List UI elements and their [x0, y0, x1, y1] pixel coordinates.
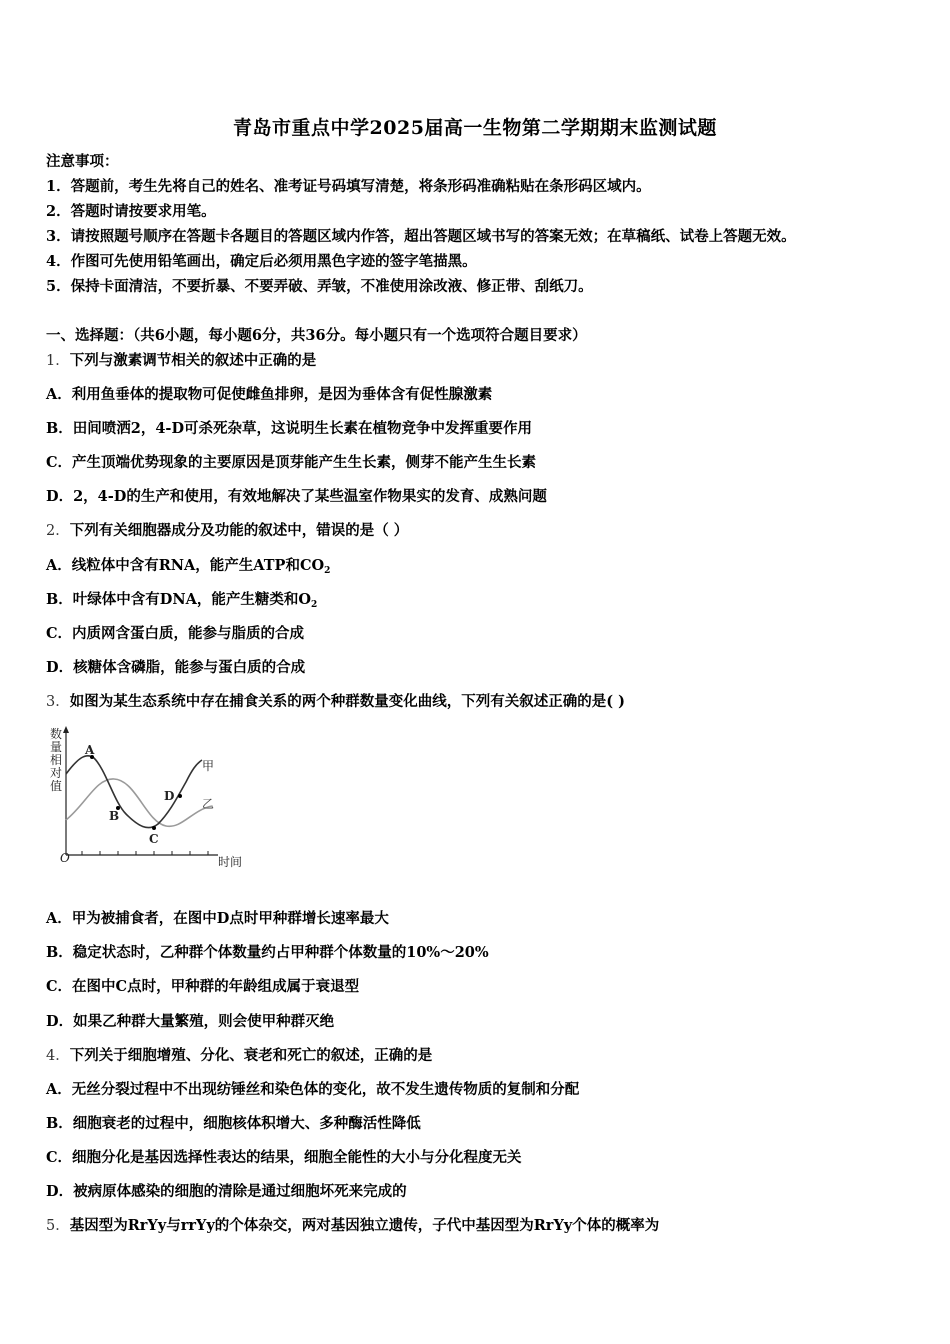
question-number: 2．: [46, 523, 70, 539]
question-number: 3．: [46, 694, 70, 710]
question-text: 如图为某生态系统中存在捕食关系的两个种群数量变化曲线，下列有关叙述正确的是( ): [69, 693, 626, 710]
question-text: 基因型为RrYy与rrYy的个体杂交，两对基因独立遗传，子代中基因型为RrYy个体的概率为: [69, 1217, 660, 1234]
q2-option-a: [46, 556, 330, 581]
q3-option-a: A．甲为被捕食者，在图中D点时甲种群增长速率最大: [46, 910, 389, 927]
option-text: B．叶绿体中含有DNA，能产生糖类和O: [46, 591, 311, 608]
series-yi-label: 乙: [202, 797, 215, 811]
notice-heading: 注意事项：: [46, 153, 119, 170]
notice-item: 4．作图可先使用铅笔画出，确定后必须用黑色字迹的签字笔描黑。: [46, 253, 477, 270]
x-axis-label: 时间: [218, 855, 243, 869]
q1-option-c: C．产生顶端优势现象的主要原因是顶芽能产生生长素，侧芽不能产生生长素: [46, 454, 537, 471]
question-text: 下列关于细胞增殖、分化、衰老和死亡的叙述，正确的是: [69, 1047, 433, 1064]
series-jia-label: 甲: [202, 759, 215, 773]
point-a-label: A: [85, 743, 95, 757]
y-label-char: 数: [50, 727, 63, 741]
q3-option-d: D．如果乙种群大量繁殖，则会使甲种群灭绝: [46, 1013, 335, 1030]
series-yi-curve: [66, 779, 215, 826]
y-label-char: 值: [50, 779, 63, 793]
q4-option-d: D．被病原体感染的细胞的清除是通过细胞坏死来完成的: [46, 1183, 407, 1200]
q2-option-d: D．核糖体含磷脂，能参与蛋白质的合成: [46, 659, 306, 676]
population-curve-svg: [46, 722, 256, 872]
page-title: 青岛市重点中学2025届高一生物第二学期期末监测试题: [233, 117, 717, 139]
notice-item: 1．答题前，考生先将自己的姓名、准考证号码填写清楚，将条形码准确粘贴在条形码区域内。: [46, 178, 651, 195]
section-heading: 一、选择题：（共6小题，每小题6分，共36分。每小题只有一个选项符合题目要求）: [46, 327, 587, 344]
y-axis-label: [50, 726, 62, 793]
origin-label: O: [60, 851, 70, 865]
point-d-marker: [178, 794, 182, 798]
question-3-stem: [46, 692, 625, 712]
y-label-char: 对: [50, 766, 63, 780]
subscript: 2: [310, 600, 318, 610]
q3-option-c: C．在图中C点时，甲种群的年龄组成属于衰退型: [46, 978, 360, 995]
question-5-stem: [46, 1216, 659, 1236]
q2-option-c: C．内质网含蛋白质，能参与脂质的合成: [46, 625, 305, 642]
question-2-stem: [46, 521, 408, 541]
question-number: 5．: [46, 1218, 70, 1234]
q1-option-d: D．2，4-D的生产和使用，有效地解决了某些温室作物果实的发育、成熟问题: [46, 488, 547, 505]
y-label-char: 量: [50, 740, 63, 754]
q1-option-b: B．田间喷洒2，4-D可杀死杂草，这说明生长素在植物竞争中发挥重要作用: [46, 420, 533, 437]
q3-option-b: B．稳定状态时，乙种群个体数量约占甲种群个体数量的10%～20%: [46, 944, 489, 961]
question-4-stem: [46, 1046, 432, 1066]
point-c-label: C: [149, 832, 159, 846]
notice-item: 3．请按照题号顺序在答题卡各题目的答题区域内作答，超出答题区域书写的答案无效；在草稿纸、试卷上答题无效。: [46, 228, 796, 245]
notice-item: 2．答题时请按要求用笔。: [46, 203, 216, 220]
question-number: 1．: [46, 353, 70, 369]
subscript: 2: [324, 566, 331, 576]
question-text: 下列有关细胞器成分及功能的叙述中，错误的是（ ）: [69, 522, 409, 539]
q4-option-b: B．细胞衰老的过程中，细胞核体积增大、多种酶活性降低: [46, 1115, 421, 1132]
y-label-char: 相: [50, 753, 63, 767]
question-number: 4．: [46, 1048, 70, 1064]
point-c-marker: [152, 826, 156, 830]
notice-item: 5．保持卡面清洁，不要折暴、不要弄破、弄皱，不准使用涂改液、修正带、刮纸刀。: [46, 278, 593, 295]
option-text: A．线粒体中含有RNA，能产生ATP和CO: [46, 557, 325, 574]
q2-option-b: [46, 590, 317, 615]
question-text: 下列与激素调节相关的叙述中正确的是: [69, 352, 317, 369]
point-d-label: D: [164, 789, 175, 803]
population-curve-figure: [46, 722, 256, 872]
y-axis-arrow: [63, 726, 69, 733]
q4-option-a: A．无丝分裂过程中不出现纺锤丝和染色体的变化，故不发生遗传物质的复制和分配: [46, 1081, 580, 1098]
point-b-label: B: [109, 809, 120, 823]
question-1-stem: [46, 351, 316, 371]
q4-option-c: C．细胞分化是基因选择性表达的结果，细胞全能性的大小与分化程度无关: [46, 1149, 522, 1166]
q1-option-a: A．利用鱼垂体的提取物可促使雌鱼排卵，是因为垂体含有促性腺激素: [46, 386, 493, 403]
